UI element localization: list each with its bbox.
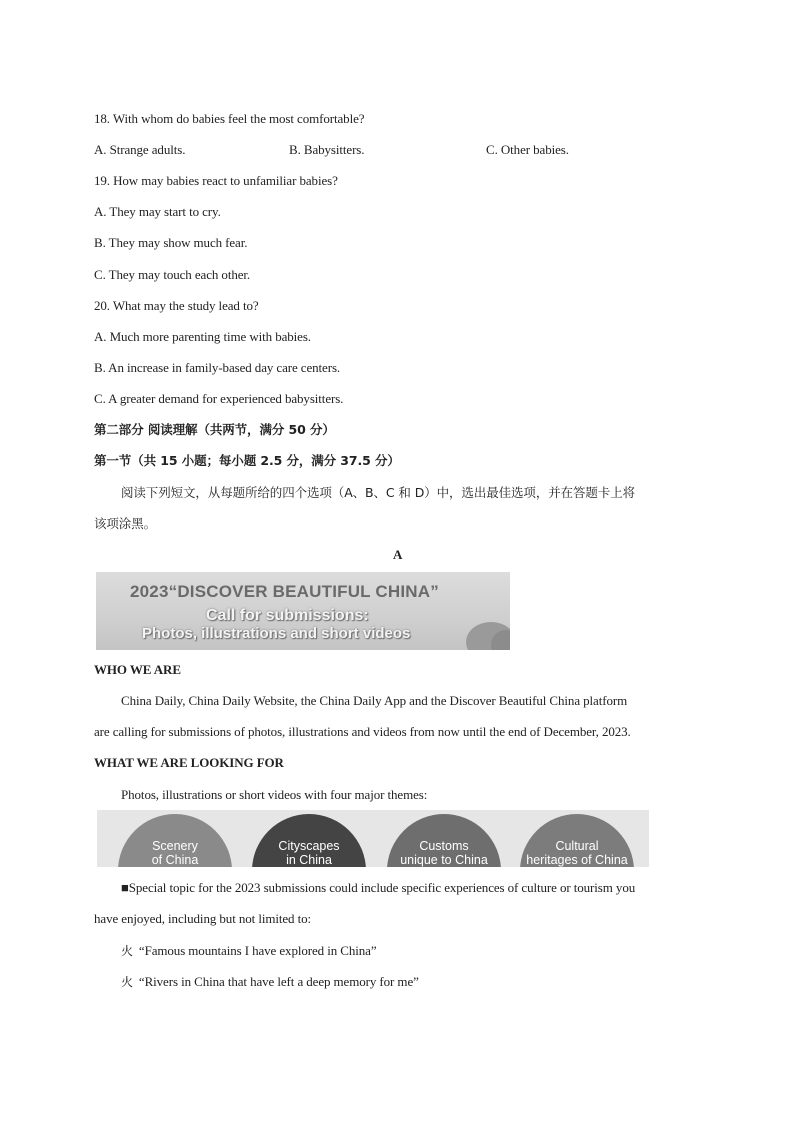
bullet-text: “Rivers in China that have left a deep memory for me” [138,974,419,989]
discover-china-banner [96,572,510,650]
looking-for-intro: Photos, illustrations or short videos with four major themes: [121,787,428,802]
question-18: 18. With whom do babies feel the most comfortable? [94,111,365,126]
theme-circle [252,814,366,867]
q20-option-c: C. A greater demand for experienced babysitters. [94,391,344,406]
special-topic-line1: ■Special topic for the 2023 submissions could include specific experiences of culture or tourism you [121,880,636,895]
q18-option-b: B. Babysitters. [289,142,365,157]
themes-image [97,810,649,867]
banner-tagline: Photos, illustrations and short videos [142,625,411,642]
looking-for-heading: WHAT WE ARE LOOKING FOR [94,755,284,770]
section1-title: 第一节（共 15 小题；每小题 2.5 分，满分 37.5 分） [94,453,400,468]
question-20: 20. What may the study lead to? [94,298,259,313]
theme-circle [118,814,232,867]
fire-bullet-icon: 火 [121,944,133,958]
theme-label: Scenery [152,839,198,853]
q19-option-c: C. They may touch each other. [94,267,251,282]
theme-label: unique to China [400,853,488,867]
q18-option-c: C. Other babies. [486,142,569,157]
theme-label: Cityscapes [278,839,340,853]
theme-label: Customs [419,839,469,853]
q19-option-b: B. They may show much fear. [94,235,248,250]
banner-subtitle: Call for submissions: [206,607,369,624]
q19-option-a: A. They may start to cry. [94,204,221,219]
question-19: 19. How may babies react to unfamiliar babies? [94,173,338,188]
theme-circle [387,814,501,867]
part2-title: 第二部分 阅读理解（共两节，满分 50 分） [94,422,335,437]
instruction-line1: 阅读下列短文，从每题所给的四个选项（A、B、C 和 D）中，选出最佳选项，并在答题卡上将 [121,485,636,500]
fire-bullet-icon: 火 [121,975,133,989]
who-we-are-line2: are calling for submissions of photos, illustrations and videos from now until the end of December, 2023. [94,724,631,739]
q20-option-a: A. Much more parenting time with babies. [94,329,311,344]
passage-label: A [393,547,403,562]
instruction-line2: 该项涂黑。 [94,516,157,531]
banner-title: 2023“DISCOVER BEAUTIFUL CHINA” [130,582,439,601]
bullet-item [121,942,377,960]
q18-option-a: A. Strange adults. [94,142,186,157]
theme-circle [520,814,634,867]
theme-label: heritages of China [526,853,628,867]
bullet-text: “Famous mountains I have explored in China” [138,943,377,958]
bullet-item [121,973,419,991]
who-we-are-heading: WHO WE ARE [94,662,181,677]
special-topic-line2: have enjoyed, including but not limited to: [94,911,312,926]
q20-option-b: B. An increase in family-based day care centers. [94,360,341,375]
theme-label: Cultural [555,839,599,853]
theme-label: in China [286,853,332,867]
theme-label: of China [151,853,199,867]
who-we-are-line1: China Daily, China Daily Website, the China Daily App and the Discover Beautiful China platform [121,693,628,708]
